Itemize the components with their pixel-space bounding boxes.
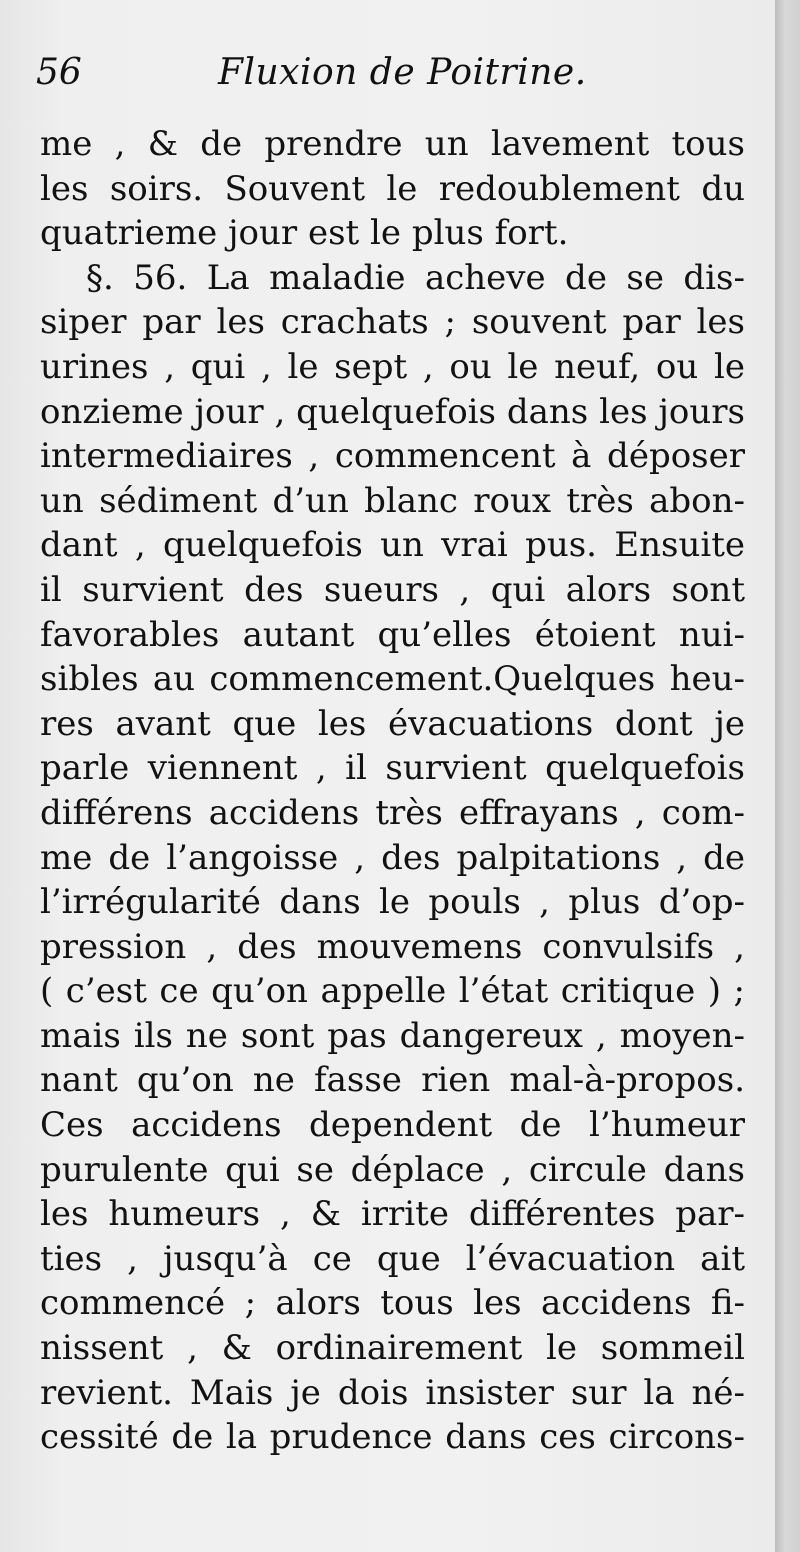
text-line: mais ils ne sont pas dangereux , moyen-: [40, 1015, 745, 1056]
page-header: [36, 52, 736, 102]
page-number: 56: [36, 52, 82, 93]
text-line: onzieme jour , quelquefois dans les jours: [40, 391, 745, 432]
text-line: les humeurs , & irrite différentes par-: [40, 1194, 745, 1235]
text-line: res avant que les évacuations dont je: [40, 703, 745, 744]
text-line: sibles au commencement.Quelques heu-: [40, 659, 745, 700]
running-title: Fluxion de Poitrine.: [218, 52, 587, 93]
text-line: les soirs. Souvent le redoublement du: [40, 168, 745, 209]
text-line: urines , qui , le sept , ou le neuf, ou le: [40, 346, 745, 387]
text-line: commencé ; alors tous les accidens fi-: [40, 1283, 745, 1324]
text-line: nissent , & ordinairement le sommeil: [40, 1328, 745, 1369]
text-line: un sédiment d’un blanc roux très abon-: [40, 480, 745, 521]
text-line: favorables autant qu’elles étoient nui-: [40, 614, 745, 655]
text-line: différens accidens très effrayans , com-: [40, 792, 745, 833]
text-line: me de l’angoisse , des palpitations , de: [40, 837, 745, 878]
text-line: l’irrégularité dans le pouls , plus d’op-: [40, 882, 745, 923]
body-text: [40, 122, 745, 1460]
text-line: ties , jusqu’à ce que l’évacuation ait: [40, 1238, 745, 1279]
text-line: dant , quelquefois un vrai pus. Ensuite: [40, 525, 745, 566]
text-line: parle viennent , il survient quelquefois: [40, 748, 745, 789]
text-line: revient. Mais je dois insister sur la né-: [40, 1372, 745, 1413]
text-line: purulente qui se déplace , circule dans: [40, 1149, 745, 1190]
text-line: intermediaires , commencent à déposer: [40, 436, 745, 477]
text-line: me , & de prendre un lavement tous: [40, 124, 745, 164]
text-line: nant qu’on ne fasse rien mal-à-propos.: [40, 1060, 745, 1101]
text-line: il survient des sueurs , qui alors sont: [40, 569, 745, 610]
section-heading-line: §. 56. La maladie acheve de se dis-: [86, 257, 745, 298]
text-line: quatrieme jour est le plus fort.: [40, 213, 569, 254]
text-line: siper par les crachats ; souvent par les: [40, 302, 745, 343]
text-line: Ces accidens dependent de l’humeur: [40, 1105, 745, 1146]
page-gutter: [775, 0, 800, 1552]
text-line: pression , des mouvemens convulsifs ,: [40, 926, 745, 967]
text-line: ( c’est ce qu’on appelle l’état critique ) ;: [40, 971, 745, 1012]
text-line: cessité de la prudence dans ces circons-: [40, 1417, 745, 1458]
